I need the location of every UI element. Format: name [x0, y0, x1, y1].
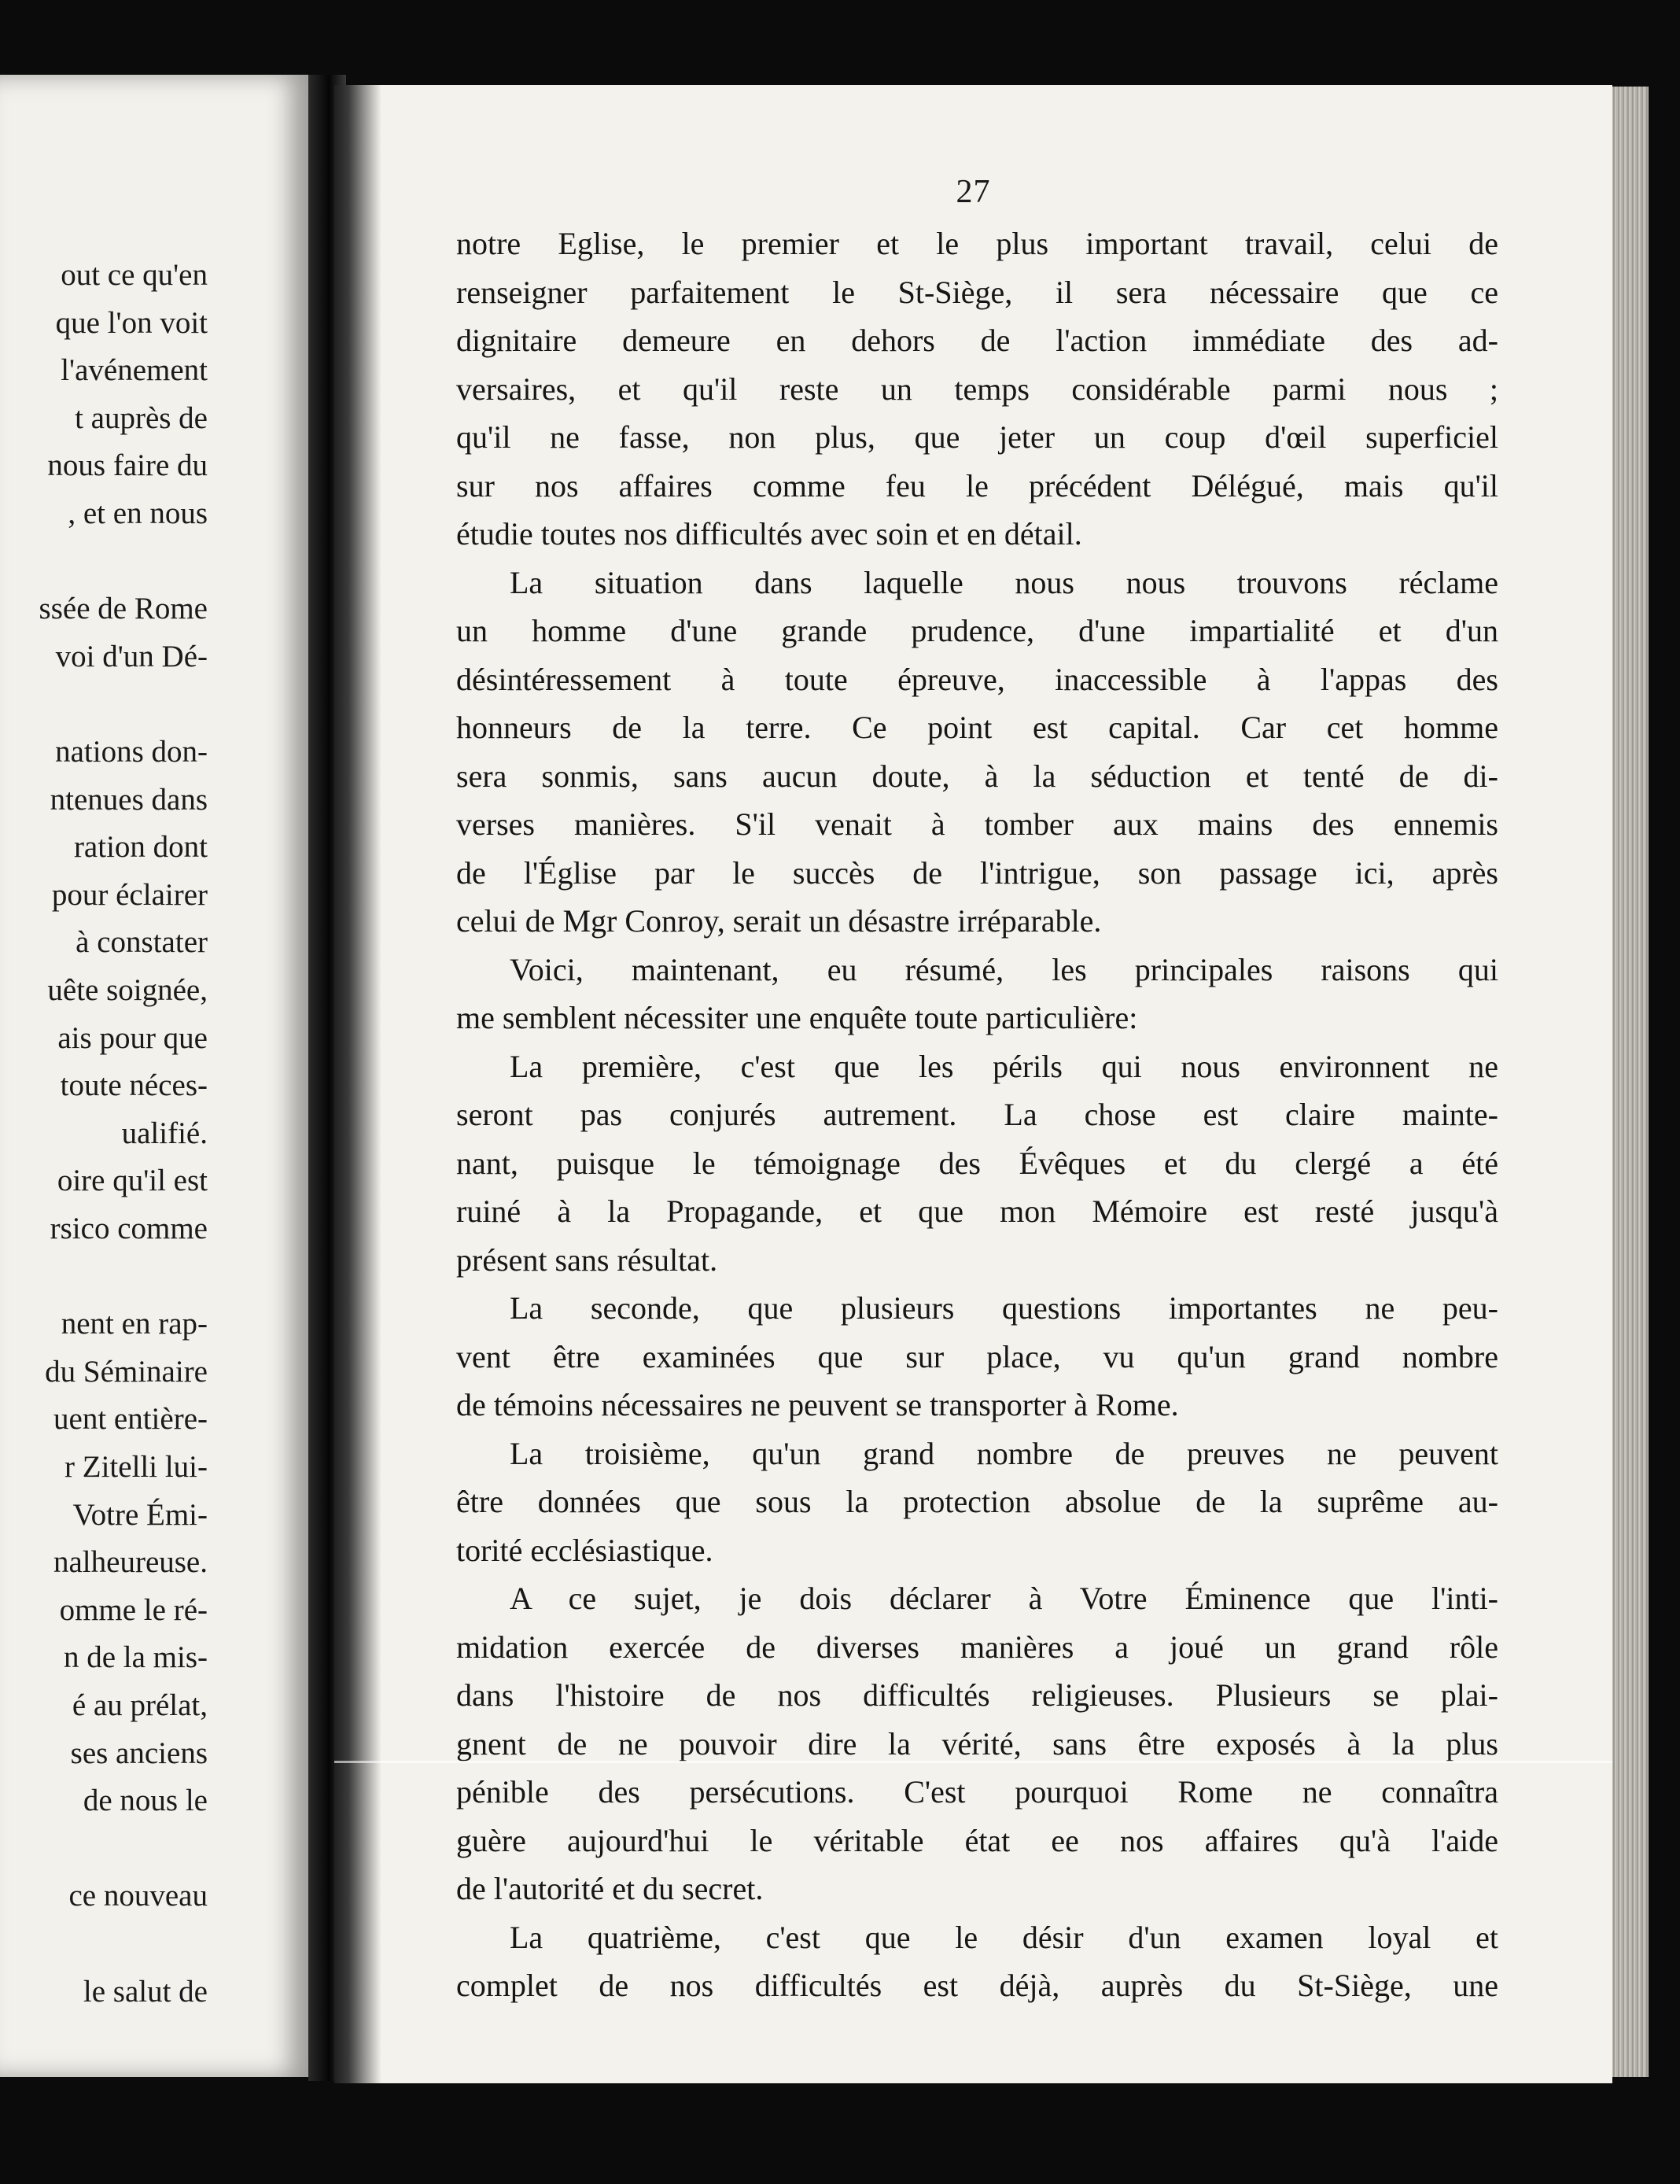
text-line: vent être examinées que sur place, vu qu'un grand nombre: [456, 1338, 1498, 1374]
left-page-line: nalheureuse.: [53, 1545, 208, 1580]
text-line: A ce sujet, je dois déclarer à Votre Éminence que l'inti-: [510, 1581, 1498, 1616]
scan-artifact-streak: [334, 1761, 1612, 1763]
text-line: celui de Mgr Conroy, serait un désastre irréparable.: [456, 903, 1102, 939]
text-line: versaires, et qu'il reste un temps considérable parmi nous ;: [456, 371, 1498, 407]
left-page-line: ssée de Rome: [39, 592, 208, 626]
text-line: un homme d'une grande prudence, d'une impartialité et d'un: [456, 613, 1498, 648]
text-line: torité ecclésiastique.: [456, 1532, 713, 1568]
text-line: ruiné à la Propagande, et que mon Mémoire est resté jusqu'à: [456, 1193, 1498, 1229]
left-page-line: ce nouveau: [68, 1879, 208, 1913]
left-page-line: ualifié.: [121, 1116, 208, 1150]
text-line: La troisième, qu'un grand nombre de preuves ne peuvent: [510, 1435, 1498, 1471]
text-line: pénible des persécutions. C'est pourquoi Rome ne connaîtra: [456, 1774, 1498, 1810]
left-page-line: r Zitelli lui-: [64, 1450, 208, 1484]
text-line: dans l'histoire de nos difficultés religieuses. Plusieurs se plai-: [456, 1677, 1498, 1713]
left-page-line: ration dont: [73, 830, 208, 865]
text-line: notre Eglise, le premier et le plus important travail, celui de: [456, 226, 1498, 261]
text-line: seront pas conjurés autrement. La chose est claire mainte-: [456, 1097, 1498, 1132]
text-line: honneurs de la terre. Ce point est capital. Car cet homme: [456, 710, 1498, 745]
left-page-line: nations don-: [55, 735, 208, 769]
page-edges: [1612, 87, 1649, 2077]
text-line: être données que sous la protection absolue de la suprême au-: [456, 1484, 1498, 1519]
left-page-line: ais pour que: [57, 1020, 208, 1055]
left-page-line: n de la mis-: [63, 1640, 208, 1675]
text-line: étudie toutes nos difficultés avec soin et en détail.: [456, 516, 1082, 552]
left-page-line: pour éclairer: [51, 877, 208, 912]
text-line: de témoins nécessaires ne peuvent se transporter à Rome.: [456, 1387, 1179, 1422]
left-page-line: oire qu'il est: [57, 1164, 208, 1198]
left-page-line: nous faire du: [47, 448, 208, 483]
right-page: [334, 85, 1612, 2083]
text-line: qu'il ne fasse, non plus, que jeter un coup d'œil superficiel: [456, 419, 1498, 455]
text-line: désintéressement à toute épreuve, inaccessible à l'appas des: [456, 661, 1498, 697]
text-line: guère aujourd'hui le véritable état ee nos affaires qu'à l'aide: [456, 1822, 1498, 1858]
left-page-line: l'avénement: [61, 353, 208, 388]
left-page-line: du Séminaire: [45, 1354, 208, 1389]
text-line: dignitaire demeure en dehors de l'action immédiate des ad-: [456, 323, 1498, 358]
left-page-line: que l'on voit: [55, 305, 208, 340]
left-page-line: de nous le: [83, 1784, 208, 1818]
spine-shadow: [334, 85, 381, 2083]
left-page-line: à constater: [76, 925, 208, 960]
text-line: Voici, maintenant, eu résumé, les principales raisons qui: [510, 951, 1498, 987]
text-line: renseigner parfaitement le St-Siège, il sera nécessaire que ce: [456, 274, 1498, 310]
left-page-line: voi d'un Dé-: [55, 639, 208, 673]
text-line: La première, c'est que les périls qui nous environnent ne: [510, 1048, 1498, 1084]
text-line: de l'autorité et du secret.: [456, 1871, 764, 1906]
text-line: La seconde, que plusieurs questions importantes ne peu-: [510, 1290, 1498, 1326]
left-page-line: ses anciens: [70, 1736, 208, 1770]
left-page-line: rsico comme: [50, 1212, 208, 1245]
left-page: [0, 75, 308, 2077]
text-line: complet de nos difficultés est déjà, auprès du St-Siège, une: [456, 1968, 1498, 2003]
left-page-line: out ce qu'en: [61, 258, 208, 292]
left-page-line: le salut de: [83, 1974, 208, 2009]
page-number: 27: [956, 174, 991, 210]
text-line: La quatrième, c'est que le désir d'un examen loyal et: [510, 1919, 1498, 1955]
text-line: verses manières. S'il venait à tomber aux mains des ennemis: [456, 806, 1498, 842]
left-page-line: t auprès de: [75, 400, 208, 435]
left-page-line: ntenues dans: [50, 782, 208, 817]
text-line: gnent de ne pouvoir dire la vérité, sans être exposés à la plus: [456, 1725, 1498, 1762]
left-page-line: , et en nous: [68, 496, 208, 530]
text-line: me semblent nécessiter une enquête toute particulière:: [456, 1000, 1138, 1035]
text-line: sera sonmis, sans aucun doute, à la séduction et tenté de di-: [456, 758, 1498, 794]
left-page-line: Votre Émi-: [72, 1497, 208, 1532]
text-line: La situation dans laquelle nous nous trouvons réclame: [510, 564, 1498, 600]
left-page-line: uent entière-: [53, 1402, 208, 1437]
left-page-line: é au prélat,: [72, 1688, 208, 1722]
text-line: nant, puisque le témoignage des Évêques et du clergé a été: [456, 1145, 1498, 1181]
text-line: de l'Église par le succès de l'intrigue, son passage ici, après: [456, 854, 1498, 891]
left-page-line: uête soignée,: [47, 973, 208, 1007]
left-page-line: nent en rap-: [61, 1307, 208, 1341]
text-line: midation exercée de diverses manières a joué un grand rôle: [456, 1629, 1498, 1665]
left-page-line: omme le ré-: [59, 1592, 208, 1627]
text-line: présent sans résultat.: [456, 1241, 718, 1278]
text-line: sur nos affaires comme feu le précédent Délégué, mais qu'il: [456, 467, 1498, 504]
left-page-line: toute néces-: [60, 1068, 208, 1103]
